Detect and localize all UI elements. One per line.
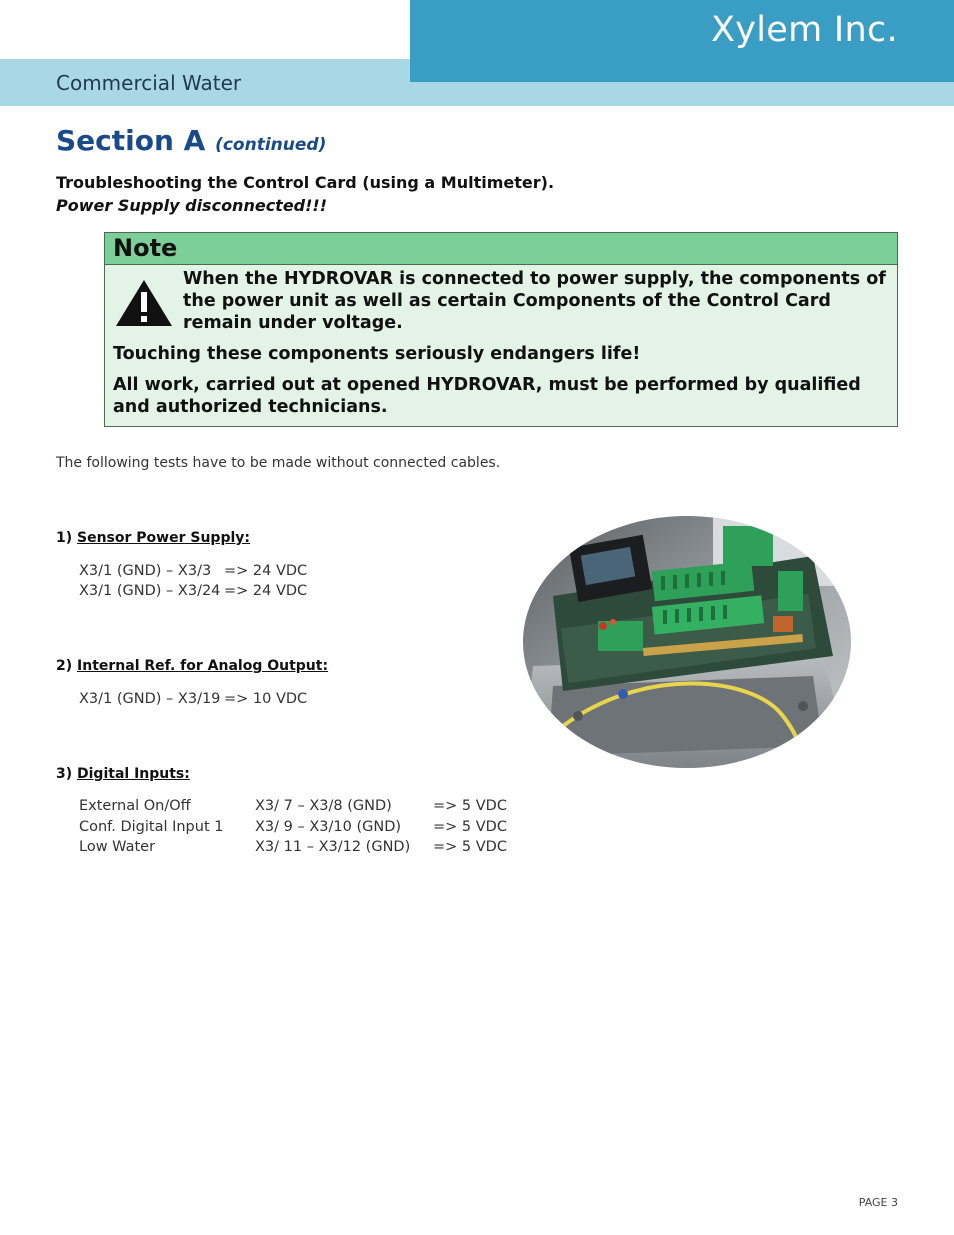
section-continued: (continued): [215, 135, 327, 155]
digital-row-1-result: => 5 VDC: [433, 798, 507, 814]
note-header: [105, 233, 897, 265]
note-paragraph-voltage: When the HYDROVAR is connected to power supply, the components of the power unit as well as certain Components of the Control Card remain under voltage.: [183, 269, 886, 333]
power-warning: Power Supply disconnected!!!: [56, 196, 328, 215]
test-analog-number: 2): [56, 658, 73, 674]
note-paragraph-qualified: All work, carried out at opened HYDROVAR, must be performed by qualified and authorized technicians.: [113, 375, 861, 417]
control-card-photo: [523, 516, 852, 769]
note-paragraph-danger: Touching these components seriously endangers life!: [113, 344, 641, 364]
test-digital-heading: [56, 766, 190, 782]
sensor-row-1-measure: X3/1 (GND) – X3/3: [79, 563, 212, 579]
intro-text: The following tests have to be made without connected cables.: [56, 455, 501, 471]
note-heading: Note: [113, 234, 178, 262]
digital-row-3-result: => 5 VDC: [433, 839, 507, 855]
digital-row-3-label: Low Water: [79, 839, 156, 855]
section-title-text: Section A: [56, 124, 206, 157]
test-sensor-title: Sensor Power Supply:: [77, 530, 250, 546]
test-sensor-number: 1): [56, 530, 73, 546]
page-number: PAGE 3: [858, 1196, 898, 1209]
digital-row-2-label: Conf. Digital Input 1: [79, 819, 224, 835]
warning-triangle-icon: [114, 278, 174, 328]
digital-row-2-measure: X3/ 9 – X3/10 (GND): [255, 819, 402, 835]
analog-row-1-result: => 10 VDC: [224, 691, 308, 707]
sensor-row-2-result: => 24 VDC: [224, 583, 308, 599]
section-subtitle: [56, 171, 554, 217]
company-name: Xylem Inc.: [710, 10, 898, 50]
test-digital-number: 3): [56, 766, 73, 782]
digital-row-2-result: => 5 VDC: [433, 819, 507, 835]
analog-row-1-measure: X3/1 (GND) – X3/19: [79, 691, 221, 707]
digital-row-1-measure: X3/ 7 – X3/8 (GND): [255, 798, 392, 814]
digital-row-3-measure: X3/ 11 – X3/12 (GND): [255, 839, 411, 855]
division-name: Commercial Water: [56, 71, 242, 95]
test-analog-heading: [56, 658, 328, 674]
sensor-row-2-measure: X3/1 (GND) – X3/24: [79, 583, 221, 599]
subtitle-text: Troubleshooting the Control Card (using a Multimeter).: [56, 173, 555, 192]
note-box: [104, 232, 898, 427]
test-digital-title: Digital Inputs:: [77, 766, 190, 782]
test-analog-title: Internal Ref. for Analog Output:: [77, 658, 329, 674]
sensor-row-1-result: => 24 VDC: [224, 563, 308, 579]
test-sensor-heading: [56, 530, 250, 546]
section-title: [56, 124, 326, 157]
digital-row-1-label: External On/Off: [79, 798, 191, 814]
